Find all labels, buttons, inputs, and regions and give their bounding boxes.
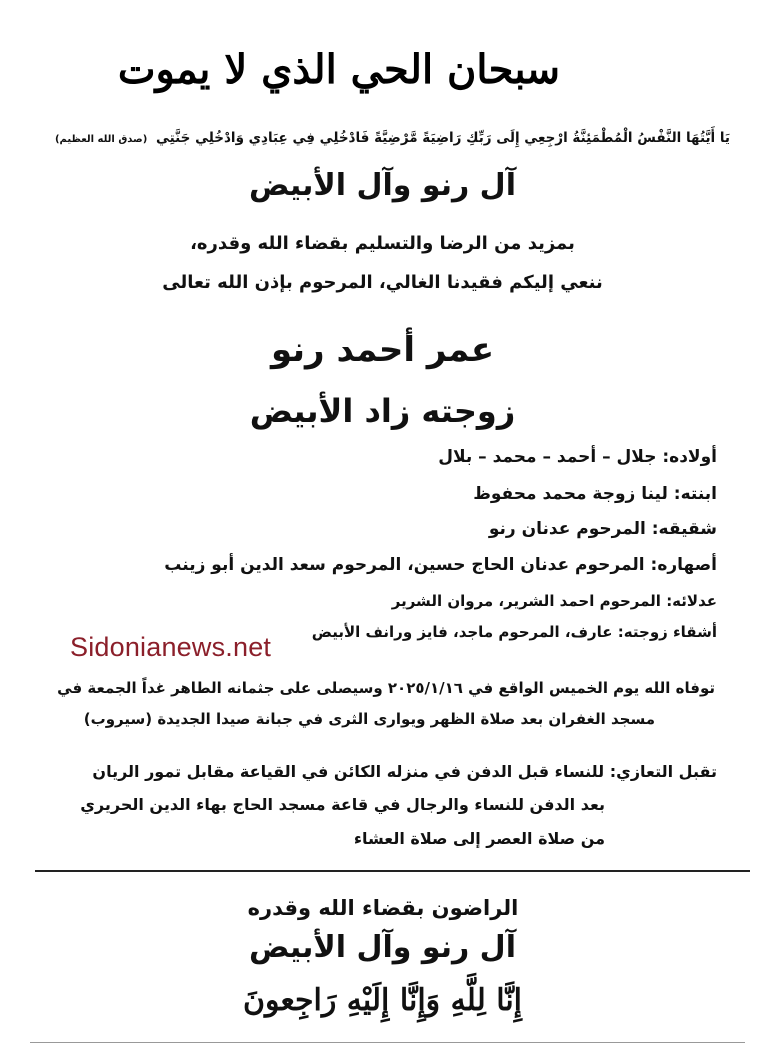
site-watermark: Sidonianews.net (70, 632, 272, 662)
relation-value: المرحوم احمد الشرير، مروان الشرير (391, 592, 661, 610)
wife-line: زوجته زاد الأبيض (249, 392, 516, 430)
condolences-line-2: بعد الدفن للنساء والرجال في قاعة مسجد الحاج بهاء الدين الحريري (80, 795, 605, 814)
footer-verse: إِنَّا لِلَّهِ وَإِنَّا إِلَيْهِ رَاجِعونَ (242, 983, 523, 1018)
quran-verse (45, 130, 730, 146)
family-title: آل رنو وآل الأبيض (248, 168, 516, 203)
verse-reference: (صدق الله العظيم) (54, 134, 148, 145)
footer-family: آل رنو وآل الأبيض (248, 930, 516, 965)
condolences-line-3: من صلاة العصر إلى صلاة العشاء (353, 829, 605, 848)
verse-text: يَا أَيَّتُهَا النَّفْسُ الْمُطْمَئِنَّةُ ارْجِعِي إِلَى رَبِّكِ رَاضِيَةً مَّرْضِيَّةً فَادْخُلِي فِي عِبَادِي وَادْخُلِي جَنَّتِي (156, 130, 730, 146)
intro-line-1: بمزيد من الرضا والتسليم بقضاء الله وقدره، (190, 233, 575, 254)
relatives-adala (392, 592, 717, 610)
bottom-rule (30, 1042, 745, 1043)
section-divider (35, 870, 750, 872)
intro-line-2: ننعي إليكم فقيدنا الغالي، المرحوم بإذن الله تعالى (162, 272, 603, 293)
condolences-line-1: تقبل التعازي: للنساء قبل الدفن في منزله الكائن في القياعة مقابل تمور الريان (92, 762, 717, 781)
relation-value: جلال – أحمد – محمد – بلال (438, 447, 657, 467)
relatives-in-laws (164, 555, 717, 575)
relation-label: أشقاء زوجته: (617, 623, 717, 641)
relation-value: لينا زوجة محمد محفوظ (473, 484, 668, 504)
relation-label: ابنته: (673, 484, 717, 504)
footer-line-1: الراضون بقضاء الله وقدره (247, 896, 519, 920)
relation-label: شقيقه: (651, 519, 717, 539)
calligraphy-header: سبحان الحي الذي لا يموت (117, 46, 560, 93)
relatives-brother (489, 519, 717, 539)
relation-label: أولاده: (662, 447, 717, 467)
relatives-children (438, 447, 717, 467)
relation-value: المرحوم عدنان الحاج حسين، المرحوم سعد الدين أبو زينب (164, 555, 645, 575)
relatives-wife-siblings (312, 623, 717, 641)
deceased-name: عمر أحمد رنو (270, 330, 495, 370)
relation-value: المرحوم عدنان رنو (488, 519, 646, 539)
relation-value: عارف، المرحوم ماجد، فايز ورانف الأبيض (311, 623, 613, 641)
relation-label: عدلائه: (666, 592, 717, 610)
relation-label: أصهاره: (650, 555, 717, 575)
death-notice-line-1: توفاه الله يوم الخميس الواقع في ٢٠٢٥/١/١٦ وسيصلى على جثمانه الطاهر غداً الجمعة في (57, 679, 715, 697)
relatives-daughter (473, 484, 717, 504)
death-notice-line-2: مسجد الغفران بعد صلاة الظهر ويوارى الثرى في جبانة صيدا الجديدة (سيروب) (83, 710, 655, 728)
